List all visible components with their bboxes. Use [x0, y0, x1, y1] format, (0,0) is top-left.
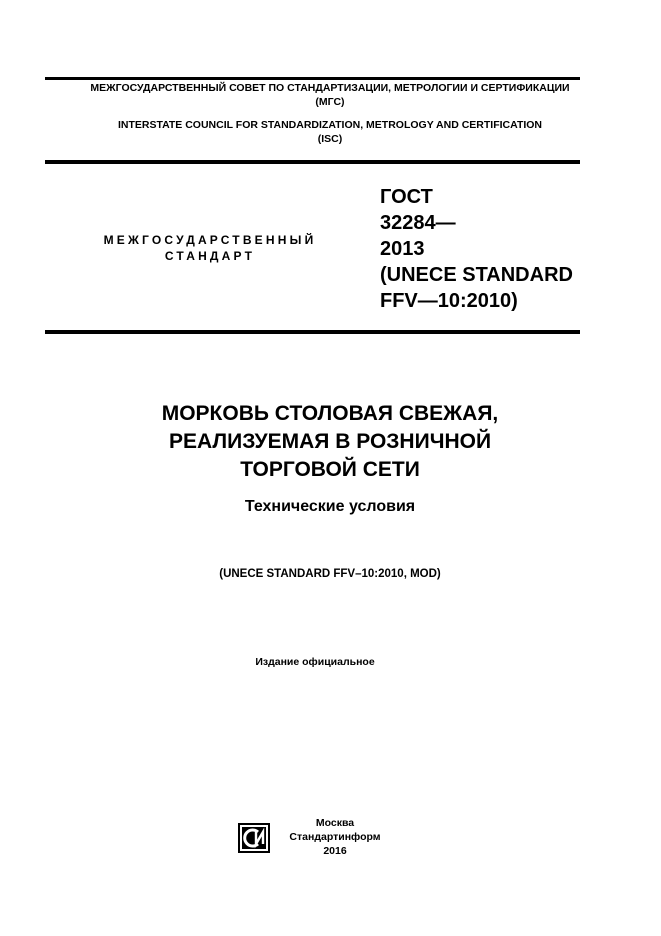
designation-line-4: (UNECE STANDARD: [380, 264, 573, 286]
standard-type-line-1: МЕЖГОСУДАРСТВЕННЫЙ: [103, 233, 317, 247]
council-name-en-line: INTERSTATE COUNCIL FOR STANDARDIZATION, METROLOGY AND CERTIFICATION: [117, 119, 543, 131]
council-name-ru-line: МЕЖГОСУДАРСТВЕННЫЙ СОВЕТ ПО СТАНДАРТИЗАЦИИ, МЕТРОЛОГИИ И СЕРТИФИКАЦИИ: [90, 82, 570, 94]
publisher-city: Москва: [315, 817, 355, 829]
edition-note: Издание официальное: [255, 656, 375, 668]
standard-type-line-2: СТАНДАРТ: [164, 249, 256, 263]
document-title: [60, 400, 600, 484]
council-abbr-ru: (МГС): [315, 96, 345, 108]
publisher-name: Стандартинформ: [289, 831, 381, 843]
standard-designation: [380, 184, 573, 314]
standard-type: [80, 232, 340, 264]
publisher-year: 2016: [323, 845, 347, 857]
council-name-en: [45, 118, 615, 146]
title-line-1: МОРКОВЬ СТОЛОВАЯ СВЕЖАЯ,: [161, 402, 499, 425]
title-line-2: РЕАЛИЗУЕМАЯ В РОЗНИЧНОЙ: [168, 430, 492, 453]
designation-divider: [45, 330, 580, 334]
designation-line-2: 32284—: [380, 212, 456, 234]
document-subtitle: Технические условия: [244, 498, 416, 515]
council-name-ru: [45, 81, 615, 109]
header-divider: [45, 160, 580, 164]
council-abbr-en: (ISC): [317, 133, 343, 145]
international-reference: (UNECE STANDARD FFV–10:2010, MOD): [219, 568, 441, 580]
top-rule: [45, 77, 580, 80]
standartinform-logo-icon: [238, 823, 270, 853]
designation-line-3: 2013: [380, 238, 425, 260]
designation-line-1: ГОСТ: [380, 186, 433, 208]
title-line-3: ТОРГОВОЙ СЕТИ: [240, 458, 420, 481]
publisher-block: [280, 816, 390, 858]
designation-line-5: FFV—10:2010): [380, 290, 518, 312]
